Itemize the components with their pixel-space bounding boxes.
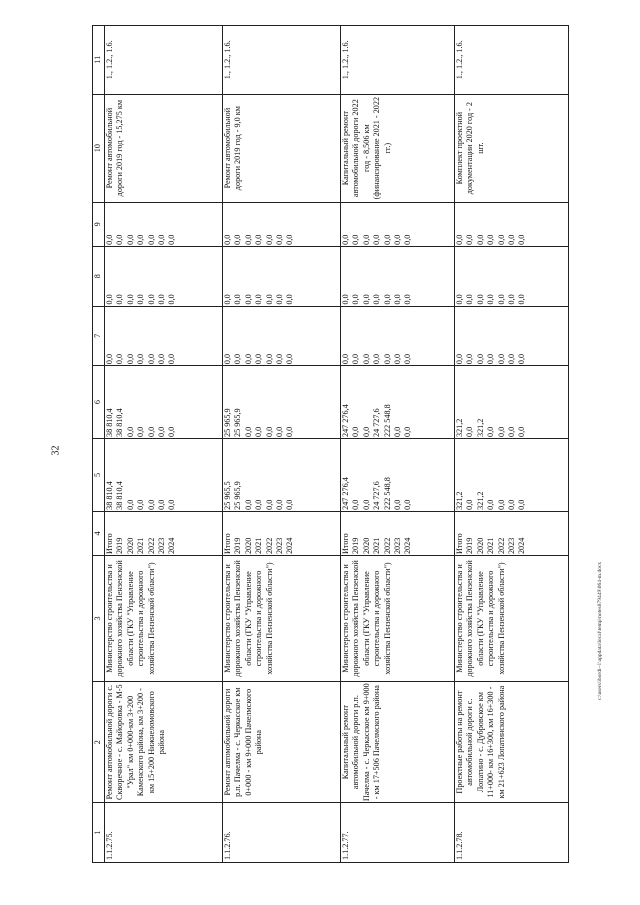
amount-value: 0,0	[167, 294, 177, 305]
amount-value: 38 810,4	[105, 408, 114, 438]
amount-value: 0,0	[475, 234, 485, 245]
amount-value: 0,0	[125, 234, 135, 245]
row-name: Проектные работы на ремонт автомобильной дороги с. Лопатино - с. Дубровское км 11+000- км 16+300, км 16+300 - км 21+623 Лопатинского района	[455, 681, 569, 802]
amount-value: 0,0	[243, 353, 253, 365]
amount-value: 25 965,9	[233, 481, 243, 510]
amount-value: 0,0	[275, 499, 285, 510]
year-label: 2020	[361, 537, 371, 555]
amount-value: 0,0	[382, 353, 392, 365]
amount-value: 0,0	[351, 426, 361, 438]
header-row	[93, 26, 105, 863]
amount-value: 0,0	[517, 499, 527, 510]
amount-value: 0,0	[351, 234, 361, 245]
amount-value: 0,0	[496, 426, 506, 438]
amount-value: 0,0	[455, 234, 464, 245]
amount-value: 0,0	[233, 234, 243, 245]
page-number: 32	[50, 445, 62, 456]
amount-value: 0,0	[465, 234, 475, 245]
row-result: Ремонт автомобильной дороги 2019 год - 15,275 км	[105, 94, 223, 202]
amount-value: 0,0	[517, 353, 527, 365]
amount-value: 0,0	[285, 499, 295, 510]
header-cell: 5	[93, 439, 105, 512]
amount-value: 0,0	[393, 426, 403, 438]
amount-value: 0,0	[341, 353, 350, 365]
row-c7-cell	[341, 306, 455, 366]
row-c8-cell	[223, 246, 341, 306]
amount-value: 321,2	[475, 491, 485, 510]
amount-value: 0,0	[475, 353, 485, 365]
year-label: 2019	[115, 537, 125, 555]
amount-value: 0,0	[465, 353, 475, 365]
amount-value: 0,0	[351, 353, 361, 365]
row-name: Капитальный ремонт автомобильной дороги р.п. Пачелма - с. Черкасское км 9+000 - км 17+506 Пачелмского района	[341, 681, 455, 802]
amount-value: 0,0	[157, 499, 167, 510]
amount-value: 25 965,9	[233, 408, 243, 438]
amount-value: 0,0	[264, 353, 274, 365]
row-years-cell	[105, 511, 223, 555]
table-row	[105, 26, 223, 863]
year-label: 2023	[393, 537, 403, 555]
amount-value: 0,0	[361, 353, 371, 365]
table-row	[341, 26, 455, 863]
amount-value: 0,0	[167, 499, 177, 510]
amount-value: 0,0	[275, 234, 285, 245]
amount-value: 0,0	[341, 234, 350, 245]
amount-value: 0,0	[285, 426, 295, 438]
amount-value: 25 965,5	[223, 481, 232, 510]
row-result: Капитальный ремонт автомобильной дороги 2022 год - 8,506 км (финансирование 2021 - 2022 гг.)	[341, 94, 455, 202]
amount-value: 25 965,9	[223, 408, 232, 438]
amount-value: 0,0	[285, 234, 295, 245]
amount-value: 0,0	[341, 294, 350, 305]
amount-value: 0,0	[361, 499, 371, 510]
amount-value: 0,0	[361, 234, 371, 245]
header-cell: 11	[93, 26, 105, 95]
year-label: 2024	[517, 537, 527, 555]
amount-value: 0,0	[382, 234, 392, 245]
amount-value: 0,0	[167, 234, 177, 245]
year-label: 2020	[243, 537, 253, 555]
row-c9-cell	[105, 202, 223, 246]
amount-value: 0,0	[243, 426, 253, 438]
amount-value: 0,0	[486, 499, 496, 510]
amount-value: 0,0	[105, 353, 114, 365]
amount-value: 0,0	[105, 234, 114, 245]
amount-value: 0,0	[507, 499, 517, 510]
amount-value: 0,0	[233, 353, 243, 365]
row-years-cell	[223, 511, 341, 555]
rotated-table-container	[92, 25, 582, 863]
row-years-cell	[455, 511, 569, 555]
year-label: 2023	[507, 537, 517, 555]
amount-value: 0,0	[146, 499, 156, 510]
amount-value: 0,0	[517, 426, 527, 438]
year-label: Итого	[341, 533, 350, 555]
year-label: 2023	[275, 537, 285, 555]
amount-value: 0,0	[496, 234, 506, 245]
amount-value: 0,0	[136, 234, 146, 245]
year-label: 2024	[167, 537, 177, 555]
amount-value: 0,0	[372, 234, 382, 245]
row-code: 1.1.2.77.	[341, 803, 455, 863]
amount-value: 0,0	[486, 294, 496, 305]
amount-value: 0,0	[285, 294, 295, 305]
amount-value: 0,0	[254, 499, 264, 510]
year-label: Итого	[223, 533, 232, 555]
amount-value: 0,0	[264, 294, 274, 305]
amount-value: 0,0	[465, 499, 475, 510]
year-label: 2021	[486, 537, 496, 555]
row-c8-cell	[455, 246, 569, 306]
amount-value: 0,0	[167, 426, 177, 438]
amount-value: 0,0	[496, 294, 506, 305]
amount-value: 0,0	[486, 234, 496, 245]
amount-value: 24 727,6	[372, 408, 382, 438]
row-executor: Министерство строительства и дорожного хозяйства Пензенской области (ГКУ "Управление строительства и дорожного хозяйства Пензенской области")	[455, 556, 569, 682]
row-indicator-code: 1., 1.2., 1.6.	[455, 26, 569, 95]
row-years-cell	[341, 511, 455, 555]
row-c6-cell	[455, 366, 569, 439]
row-c6-cell	[223, 366, 341, 439]
year-label: 2024	[403, 537, 413, 555]
year-label: 2021	[254, 537, 264, 555]
year-label: 2021	[372, 537, 382, 555]
amount-value: 0,0	[393, 499, 403, 510]
year-label: 2023	[157, 537, 167, 555]
amount-value: 0,0	[382, 294, 392, 305]
amount-value: 24 727,6	[372, 481, 382, 510]
amount-value: 0,0	[496, 499, 506, 510]
amount-value: 0,0	[146, 294, 156, 305]
year-label: Итого	[105, 533, 114, 555]
amount-value: 0,0	[361, 294, 371, 305]
row-c7-cell	[105, 306, 223, 366]
amount-value: 0,0	[243, 294, 253, 305]
amount-value: 222 548,8	[382, 477, 392, 510]
row-c5-cell	[341, 439, 455, 512]
amount-value: 0,0	[372, 353, 382, 365]
amount-value: 0,0	[105, 294, 114, 305]
amount-value: 0,0	[507, 426, 517, 438]
header-cell: 7	[93, 306, 105, 366]
amount-value: 38 810,4	[115, 408, 125, 438]
amount-value: 38 810,4	[115, 481, 125, 510]
amount-value: 0,0	[125, 353, 135, 365]
amount-value: 247 276,4	[341, 404, 350, 438]
amount-value: 0,0	[243, 234, 253, 245]
row-code: 1.1.2.78.	[455, 803, 569, 863]
amount-value: 0,0	[475, 294, 485, 305]
amount-value: 0,0	[507, 234, 517, 245]
row-name: Ремонт автомобильной дороги с. Скворечное - с. Майоровка - М-5 "Урал" км 0+000-км 3+200 Каменского района, км 3+200 - км 15+200 Нижнеломовского района	[105, 681, 223, 802]
amount-value: 0,0	[465, 426, 475, 438]
amount-value: 0,0	[157, 426, 167, 438]
amount-value: 0,0	[125, 499, 135, 510]
amount-value: 0,0	[496, 353, 506, 365]
year-label: 2019	[465, 537, 475, 555]
amount-value: 0,0	[486, 353, 496, 365]
header-cell: 8	[93, 246, 105, 306]
amount-value: 0,0	[264, 426, 274, 438]
row-result: Ремонт автомобильной дороги 2019 год - 9,0 км	[223, 94, 341, 202]
amount-value: 0,0	[136, 294, 146, 305]
row-indicator-code: 1., 1.2., 1.6.	[341, 26, 455, 95]
table-row	[223, 26, 341, 863]
header-cell: 2	[93, 681, 105, 802]
amount-value: 0,0	[393, 234, 403, 245]
amount-value: 0,0	[264, 234, 274, 245]
year-label: 2022	[146, 537, 156, 555]
row-c6-cell	[341, 366, 455, 439]
amount-value: 0,0	[254, 353, 264, 365]
amount-value: 38 810,4	[105, 481, 114, 510]
amount-value: 0,0	[157, 294, 167, 305]
amount-value: 0,0	[507, 294, 517, 305]
year-label: 2019	[233, 537, 243, 555]
row-executor: Министерство строительства и дорожного хозяйства Пензенской области (ГКУ "Управление строительства и дорожного хозяйства Пензенской области")	[223, 556, 341, 682]
amount-value: 0,0	[275, 426, 285, 438]
amount-value: 0,0	[146, 353, 156, 365]
amount-value: 0,0	[254, 234, 264, 245]
header-cell: 1	[93, 803, 105, 863]
amount-value: 321,2	[455, 491, 464, 510]
amount-value: 0,0	[167, 353, 177, 365]
amount-value: 0,0	[507, 353, 517, 365]
amount-value: 0,0	[465, 294, 475, 305]
amount-value: 0,0	[403, 499, 413, 510]
year-label: 2024	[285, 537, 295, 555]
table-row	[455, 26, 569, 863]
row-c5-cell	[105, 439, 223, 512]
row-c6-cell	[105, 366, 223, 439]
amount-value: 247 276,4	[341, 477, 350, 510]
year-label: 2019	[351, 537, 361, 555]
amount-value: 0,0	[136, 426, 146, 438]
row-result: Комплект проектной документации 2020 год - 2 шт.	[455, 94, 569, 202]
amount-value: 0,0	[455, 353, 464, 365]
amount-value: 0,0	[125, 426, 135, 438]
row-c5-cell	[455, 439, 569, 512]
amount-value: 0,0	[146, 426, 156, 438]
year-label: 2020	[125, 537, 135, 555]
amount-value: 0,0	[351, 499, 361, 510]
row-executor: Министерство строительства и дорожного хозяйства Пензенской области (ГКУ "Управление строительства и дорожного хозяйства Пензенской области")	[105, 556, 223, 682]
row-c9-cell	[341, 202, 455, 246]
row-c5-cell	[223, 439, 341, 512]
row-name: Ремонт автомобильной дороги р.п. Пачелма - с. Черкасское км 0+000 - км 9+000 Пачелмского района	[223, 681, 341, 802]
amount-value: 222 548,8	[382, 404, 392, 438]
row-c9-cell	[455, 202, 569, 246]
year-label: 2020	[475, 537, 485, 555]
amount-value: 0,0	[223, 234, 232, 245]
amount-value: 0,0	[285, 353, 295, 365]
footer-path: c:\users\ibordi~1\appdata\local\temp\notes879449\064-m.docx	[597, 561, 603, 700]
amount-value: 0,0	[223, 294, 232, 305]
amount-value: 0,0	[403, 294, 413, 305]
year-label: 2022	[382, 537, 392, 555]
amount-value: 0,0	[115, 294, 125, 305]
row-c7-cell	[223, 306, 341, 366]
amount-value: 0,0	[254, 426, 264, 438]
row-code: 1.1.2.76.	[223, 803, 341, 863]
row-c7-cell	[455, 306, 569, 366]
amount-value: 0,0	[393, 353, 403, 365]
header-cell: 10	[93, 94, 105, 202]
row-c8-cell	[341, 246, 455, 306]
amount-value: 0,0	[264, 499, 274, 510]
header-cell: 3	[93, 556, 105, 682]
year-label: 2022	[496, 537, 506, 555]
amount-value: 0,0	[157, 234, 167, 245]
amount-value: 0,0	[115, 234, 125, 245]
row-c8-cell	[105, 246, 223, 306]
amount-value: 0,0	[393, 294, 403, 305]
row-c9-cell	[223, 202, 341, 246]
amount-value: 0,0	[157, 353, 167, 365]
amount-value: 0,0	[146, 234, 156, 245]
row-indicator-code: 1., 1.2., 1.6.	[105, 26, 223, 95]
header-cell: 6	[93, 366, 105, 439]
amount-value: 0,0	[223, 353, 232, 365]
amount-value: 0,0	[136, 499, 146, 510]
amount-value: 0,0	[351, 294, 361, 305]
row-indicator-code: 1., 1.2., 1.6.	[223, 26, 341, 95]
amount-value: 0,0	[403, 426, 413, 438]
amount-value: 0,0	[275, 294, 285, 305]
amount-value: 0,0	[243, 499, 253, 510]
amount-value: 0,0	[517, 294, 527, 305]
header-cell: 9	[93, 202, 105, 246]
year-label: Итого	[455, 533, 464, 555]
header-cell: 4	[93, 511, 105, 555]
amount-value: 0,0	[136, 353, 146, 365]
amount-value: 0,0	[275, 353, 285, 365]
amount-value: 0,0	[517, 234, 527, 245]
amount-value: 0,0	[455, 294, 464, 305]
row-executor: Министерство строительства и дорожного хозяйства Пензенской области (ГКУ "Управление строительства и дорожного хозяйства Пензенской области")	[341, 556, 455, 682]
year-label: 2022	[264, 537, 274, 555]
amount-value: 321,2	[475, 418, 485, 438]
amount-value: 321,2	[455, 418, 464, 438]
amount-value: 0,0	[361, 426, 371, 438]
amount-value: 0,0	[233, 294, 243, 305]
amount-value: 0,0	[403, 234, 413, 245]
amount-value: 0,0	[486, 426, 496, 438]
amount-value: 0,0	[115, 353, 125, 365]
amount-value: 0,0	[125, 294, 135, 305]
year-label: 2021	[136, 537, 146, 555]
amount-value: 0,0	[372, 294, 382, 305]
row-code: 1.1.2.75.	[105, 803, 223, 863]
program-table	[92, 25, 569, 863]
amount-value: 0,0	[403, 353, 413, 365]
amount-value: 0,0	[254, 294, 264, 305]
